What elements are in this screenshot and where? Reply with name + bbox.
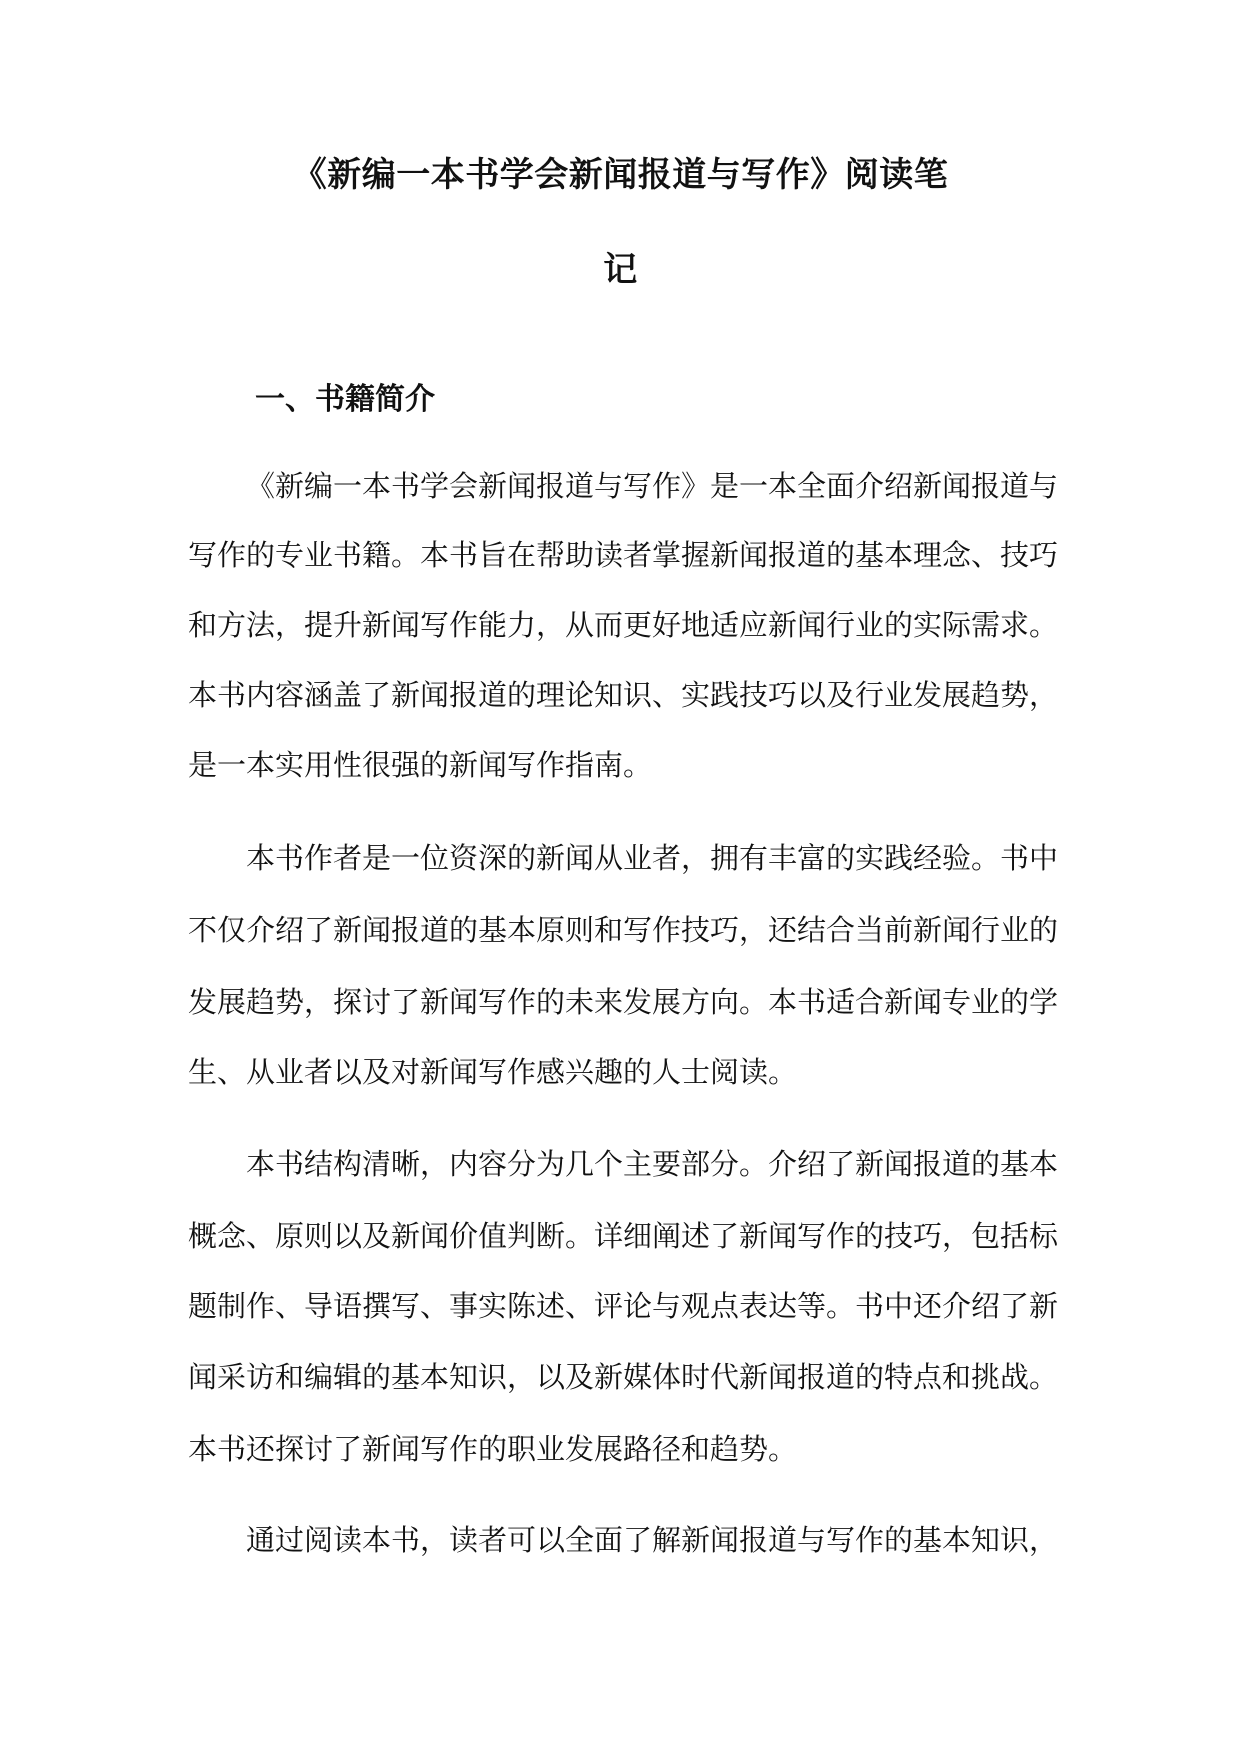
document-title-line-1: 《新编一本书学会新闻报道与写作》阅读笔 bbox=[292, 155, 949, 195]
paragraph-1-line-1: 《新编一本书学会新闻报道与写作》是一本全面介绍新闻报道与 bbox=[246, 469, 1059, 503]
paragraph-4-line-1: 通过阅读本书，读者可以全面了解新闻报道与写作的基本知识， bbox=[246, 1523, 1059, 1557]
paragraph-1-line-3: 和方法，提升新闻写作能力，从而更好地适应新闻行业的实际需求。 bbox=[188, 608, 1059, 642]
paragraph-3-line-5: 本书还探讨了新闻写作的职业发展路径和趋势。 bbox=[188, 1432, 798, 1466]
paragraph-2-line-1: 本书作者是一位资深的新闻从业者，拥有丰富的实践经验。书中 bbox=[246, 841, 1059, 875]
paragraph-3-line-3: 题制作、导语撰写、事实陈述、评论与观点表达等。书中还介绍了新 bbox=[188, 1289, 1059, 1323]
paragraph-1-line-2: 写作的专业书籍。本书旨在帮助读者掌握新闻报道的基本理念、技巧 bbox=[188, 538, 1059, 572]
paragraph-2-line-2: 不仅介绍了新闻报道的基本原则和写作技巧，还结合当前新闻行业的 bbox=[188, 913, 1059, 947]
paragraph-1-line-5: 是一本实用性很强的新闻写作指南。 bbox=[188, 748, 653, 782]
paragraph-2-line-4: 生、从业者以及对新闻写作感兴趣的人士阅读。 bbox=[188, 1055, 798, 1089]
document-title-line-2: 记 bbox=[603, 250, 638, 290]
paragraph-3-line-1: 本书结构清晰，内容分为几个主要部分。介绍了新闻报道的基本 bbox=[246, 1147, 1059, 1181]
paragraph-2-line-3: 发展趋势，探讨了新闻写作的未来发展方向。本书适合新闻专业的学 bbox=[188, 985, 1059, 1019]
paragraph-1-line-4: 本书内容涵盖了新闻报道的理论知识、实践技巧以及行业发展趋势， bbox=[188, 678, 1059, 712]
section-heading-book-intro: 一、书籍简介 bbox=[255, 382, 435, 417]
paragraph-3-line-2: 概念、原则以及新闻价值判断。详细阐述了新闻写作的技巧，包括标 bbox=[188, 1219, 1059, 1253]
paragraph-3-line-4: 闻采访和编辑的基本知识，以及新媒体时代新闻报道的特点和挑战。 bbox=[188, 1360, 1059, 1394]
